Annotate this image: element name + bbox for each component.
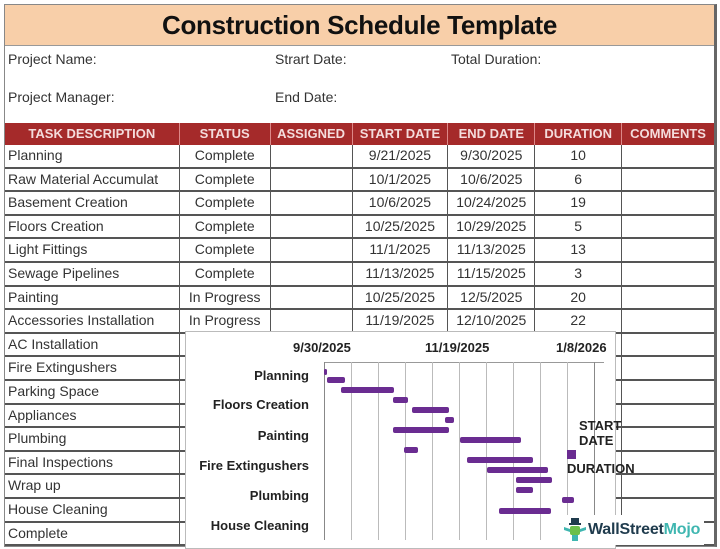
total-duration-label: Total Duration: [451,51,542,67]
comments-cell[interactable] [622,310,714,332]
assigned-cell[interactable] [271,287,353,309]
legend-label: START DATE [579,418,622,448]
table-header [5,123,714,145]
gantt-chart[interactable] [185,331,635,549]
gantt-bar[interactable] [324,369,327,375]
category-label: Planning [254,368,309,383]
category-label: Fire Extingushers [199,458,309,473]
assigned-cell[interactable] [271,216,353,238]
comments-cell[interactable] [622,287,714,309]
task-cell[interactable]: Sewage Pipelines [5,263,180,285]
table-row [5,192,714,216]
start-date-cell[interactable]: 10/25/2025 [353,287,449,309]
duration-cell[interactable]: 19 [535,192,622,214]
comments-cell[interactable] [622,475,714,497]
mascot-icon [562,517,588,543]
task-cell[interactable]: Final Inspections [5,452,180,474]
duration-cell[interactable]: 5 [535,216,622,238]
comments-cell[interactable] [622,145,714,167]
task-cell[interactable]: Complete [5,523,180,545]
start-date-cell[interactable]: 10/25/2025 [353,216,449,238]
duration-cell[interactable]: 22 [535,310,622,332]
end-date-cell[interactable]: 11/15/2025 [448,263,535,285]
axis-tick-label: 1/8/2026 [556,340,607,355]
legend-duration [567,446,635,476]
comments-cell[interactable] [622,334,714,356]
project-name-label: Project Name: [8,51,97,67]
gantt-bar[interactable] [487,467,548,473]
gantt-bar[interactable] [499,508,551,514]
task-cell[interactable]: Fire Extingushers [5,357,180,379]
comments-cell[interactable] [622,263,714,285]
plot-area [324,362,604,540]
assigned-cell[interactable] [271,239,353,261]
task-cell[interactable]: Parking Space [5,381,180,403]
gridline [486,362,487,540]
start-date-cell[interactable]: 11/1/2025 [353,239,449,261]
task-cell[interactable]: House Cleaning [5,499,180,521]
end-date-cell[interactable]: 10/6/2025 [448,169,535,191]
comments-cell[interactable] [622,452,714,474]
gridline [324,362,325,540]
duration-cell[interactable]: 6 [535,169,622,191]
comments-cell[interactable] [622,192,714,214]
axis-tick-label: 9/30/2025 [293,340,351,355]
end-date-cell[interactable]: 11/13/2025 [448,239,535,261]
gridline [432,362,433,540]
start-date-cell[interactable]: 11/13/2025 [353,263,449,285]
col-task-description[interactable]: TASK DESCRIPTION [5,123,180,145]
table-row [5,216,714,240]
task-cell[interactable]: Raw Material Accumulat [5,169,180,191]
status-cell[interactable]: Complete [180,239,271,261]
task-cell[interactable]: Light Fittings [5,239,180,261]
spreadsheet [4,4,717,547]
comments-cell[interactable] [622,357,714,379]
gantt-bar[interactable] [393,397,408,403]
duration-cell[interactable]: 10 [535,145,622,167]
status-cell[interactable]: In Progress [180,287,271,309]
task-cell[interactable]: Planning [5,145,180,167]
table-row [5,287,714,311]
duration-cell[interactable]: 3 [535,263,622,285]
table-row [5,145,714,169]
category-label: Floors Creation [212,397,309,412]
end-date-label: End Date: [275,89,338,105]
gantt-bar[interactable] [404,447,418,453]
legend-label: DURATION [567,461,635,476]
gantt-bar[interactable] [327,377,345,383]
assigned-cell[interactable] [271,192,353,214]
comments-cell[interactable] [622,169,714,191]
gantt-bar[interactable] [412,407,449,413]
gantt-bar[interactable] [341,387,394,393]
status-cell[interactable]: Complete [180,192,271,214]
task-cell[interactable]: Painting [5,287,180,309]
col-start-date[interactable]: START DATE [353,123,449,145]
gantt-bar[interactable] [516,487,533,493]
comments-cell[interactable] [622,216,714,238]
gantt-bar[interactable] [445,417,454,423]
gridline [459,362,460,540]
gantt-bar[interactable] [562,497,574,503]
legend-start-date [579,418,621,448]
gantt-bar[interactable] [460,437,521,443]
start-date-label: Strart Date: [275,51,347,67]
status-cell[interactable]: Complete [180,216,271,238]
task-cell[interactable]: Wrap up [5,475,180,497]
task-cell[interactable]: Accessories Installation [5,310,180,332]
comments-cell[interactable] [622,239,714,261]
status-cell[interactable]: In Progress [180,310,271,332]
task-cell[interactable]: Basement Creation [5,192,180,214]
end-date-cell[interactable]: 9/30/2025 [448,145,535,167]
assigned-cell[interactable] [271,263,353,285]
legend-swatch [567,450,576,459]
table-row [5,169,714,193]
task-cell[interactable]: AC Installation [5,334,180,356]
assigned-cell[interactable] [271,169,353,191]
table-row [5,263,714,287]
axis-line [324,362,604,363]
col-duration[interactable]: DURATION [535,123,622,145]
axis-tick-label: 11/19/2025 [425,340,490,355]
gantt-bar[interactable] [393,427,449,433]
comments-cell[interactable] [622,381,714,403]
start-date-cell[interactable]: 10/1/2025 [353,169,449,191]
task-cell[interactable]: Plumbing [5,428,180,450]
assigned-cell[interactable] [271,145,353,167]
watermark-text: WallStreetMojo [588,521,701,538]
category-label: House Cleaning [210,518,309,533]
col-end-date[interactable]: END DATE [448,123,535,145]
col-assigned[interactable]: ASSIGNED [271,123,353,145]
comments-cell[interactable] [622,428,714,450]
gantt-bar[interactable] [467,457,533,463]
start-date-cell[interactable]: 11/19/2025 [353,310,449,332]
start-date-cell[interactable]: 9/21/2025 [353,145,449,167]
end-date-cell[interactable]: 10/24/2025 [448,192,535,214]
duration-cell[interactable]: 20 [535,287,622,309]
task-cell[interactable]: Floors Creation [5,216,180,238]
status-cell[interactable]: Complete [180,145,271,167]
end-date-cell[interactable]: 10/29/2025 [448,216,535,238]
end-date-cell[interactable]: 12/10/2025 [448,310,535,332]
end-date-cell[interactable]: 12/5/2025 [448,287,535,309]
table-row [5,239,714,263]
task-cell[interactable]: Appliances [5,405,180,427]
category-label: Plumbing [249,488,309,503]
col-comments[interactable]: COMMENTS [630,126,706,141]
status-cell[interactable]: Complete [180,169,271,191]
category-label: Painting [257,428,309,443]
duration-cell[interactable]: 13 [535,239,622,261]
project-manager-label: Project Manager: [8,89,115,105]
status-cell[interactable]: Complete [180,263,271,285]
watermark-logo [558,515,704,545]
start-date-cell[interactable]: 10/6/2025 [353,192,449,214]
gantt-bar[interactable] [516,477,552,483]
comments-cell[interactable] [622,405,714,427]
assigned-cell[interactable] [271,310,353,332]
col-status[interactable]: STATUS [180,123,271,145]
page-title: Construction Schedule Template [5,5,714,46]
